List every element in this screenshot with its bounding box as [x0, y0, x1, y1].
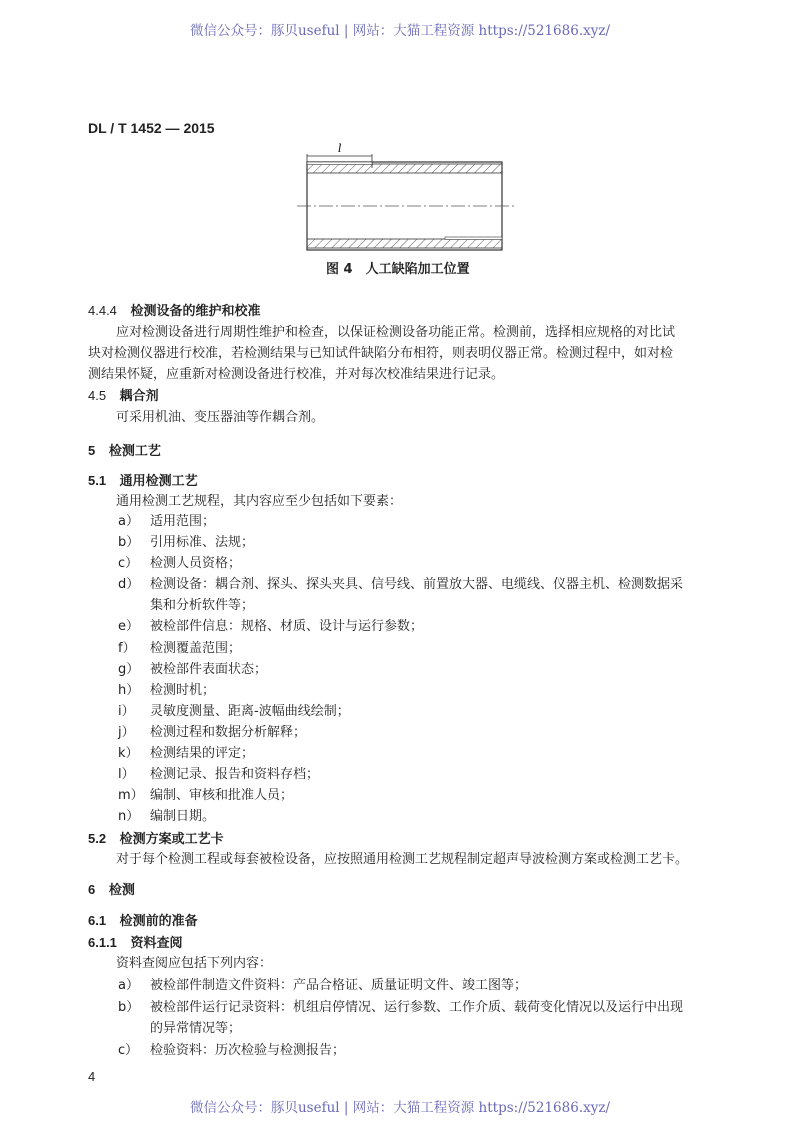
section-title: 通用检测工艺: [119, 474, 198, 489]
section-number: 4.4.4: [88, 303, 117, 318]
section-heading-5-2: [88, 830, 224, 849]
section-heading-5-1: [88, 472, 198, 491]
section-heading-4-5: [88, 387, 159, 406]
paragraph-line: 测结果怀疑，应重新对检测设备进行校准，并对每次校准结果进行记录。: [88, 367, 505, 382]
paragraph-line: 资料查阅应包括下列内容：: [116, 956, 273, 971]
list-label: i）: [118, 704, 135, 719]
list-text: 编制、审核和批准人员；: [150, 788, 294, 803]
list-text: 检测结果的评定；: [150, 746, 255, 761]
list-text: 被检部件运行记录资料：机组启停情况、运行参数、工作介质、载荷变化情况以及运行中出现: [150, 1000, 684, 1015]
paragraph-line: 通用检测工艺规程，其内容应至少包括如下要素：: [116, 494, 403, 509]
list-item-continuation: 的异常情况等；: [150, 1021, 242, 1036]
section-heading-5: [88, 442, 161, 461]
list-label: a）: [118, 514, 139, 529]
list-text: 引用标准、法规；: [150, 535, 255, 550]
section-number: 6.1: [88, 913, 107, 928]
list-label: j）: [118, 725, 135, 740]
list-label: k）: [118, 746, 139, 761]
paragraph-line: 块对检测仪器进行校准，若检测结果与已知试件缺陷分布相符，则表明仪器正常。检测过程中，如对检: [88, 346, 674, 361]
section-number: 6.1.1: [88, 935, 117, 950]
watermark-bottom: 微信公众号：豚贝useful | 网站：大猫工程资源 https://521686.xyz/: [189, 1100, 611, 1116]
section-title: 耦合剂: [119, 389, 159, 404]
watermark-top: 微信公众号：豚贝useful | 网站：大猫工程资源 https://521686.xyz/: [189, 23, 611, 39]
section-title: 检测工艺: [108, 444, 161, 459]
section-number: 4.5: [88, 388, 107, 403]
section-heading-6-1: [88, 912, 198, 931]
list-text: 检测过程和数据分析解释；: [150, 725, 307, 740]
paragraph-line: 对于每个检测工程或每套被检设备，应按照通用检测工艺规程制定超声导波检测方案或检测工艺卡。: [116, 852, 689, 867]
section-heading-4-4-4: [88, 302, 261, 321]
list-label: b）: [118, 1000, 140, 1015]
list-text: 被检部件信息：规格、材质、设计与运行参数；: [150, 619, 424, 634]
list-label: c）: [118, 556, 139, 571]
section-number: 5: [88, 443, 96, 458]
list-text: 检测时机；: [150, 683, 216, 698]
list-text: 编制日期。: [150, 809, 216, 824]
dimension-label: l: [338, 142, 342, 155]
list-item-continuation: 集和分析软件等；: [150, 598, 255, 613]
list-text: 灵敏度测量、距离-波幅曲线绘制；: [150, 704, 350, 719]
section-title: 检测前的准备: [119, 914, 198, 929]
section-number: 5.1: [88, 473, 107, 488]
list-label: f）: [118, 641, 136, 656]
list-label: d）: [118, 577, 140, 592]
section-title: 检测方案或工艺卡: [119, 832, 224, 847]
list-text: 被检部件表面状态；: [150, 662, 268, 677]
list-label: n）: [118, 809, 140, 824]
paragraph-line: 可采用机油、变压器油等作耦合剂。: [116, 410, 325, 425]
figure-4-pipe-diagram: [295, 140, 525, 258]
list-label: g）: [118, 662, 140, 677]
section-heading-6: [88, 881, 135, 900]
list-text: 被检部件制造文件资料：产品合格证、质量证明文件、竣工图等；: [150, 978, 528, 993]
list-label: e）: [118, 619, 139, 634]
section-title: 检测: [108, 883, 135, 898]
page-number: 4: [88, 1069, 96, 1084]
section-number: 5.2: [88, 831, 107, 846]
section-title: 检测设备的维护和校准: [130, 304, 261, 319]
list-label: m）: [118, 788, 144, 803]
paragraph-line: 应对检测设备进行周期性维护和检查，以保证检测设备功能正常。检测前，选择相应规格的对比试: [116, 325, 676, 340]
section-number: 6: [88, 882, 96, 897]
list-label: h）: [118, 683, 140, 698]
section-title: 资料查阅: [130, 936, 183, 951]
list-label: l）: [118, 767, 135, 782]
list-text: 检测设备：耦合剂、探头、探头夹具、信号线、前置放大器、电缆线、仪器主机、检测数据采: [150, 577, 684, 592]
figure-caption: 图 4 人工缺陷加工位置: [326, 262, 470, 277]
section-heading-6-1-1: [88, 934, 183, 953]
list-label: b）: [118, 535, 140, 550]
list-label: a）: [118, 978, 139, 993]
list-text: 检测记录、报告和资料存档；: [150, 767, 320, 782]
list-label: c）: [118, 1043, 139, 1058]
list-text: 适用范围；: [150, 514, 216, 529]
list-text: 检测人员资格；: [150, 556, 242, 571]
list-text: 检测覆盖范围；: [150, 641, 242, 656]
document-code-header: DL / T 1452 — 2015: [88, 120, 215, 136]
list-text: 检验资料：历次检验与检测报告；: [150, 1043, 346, 1058]
